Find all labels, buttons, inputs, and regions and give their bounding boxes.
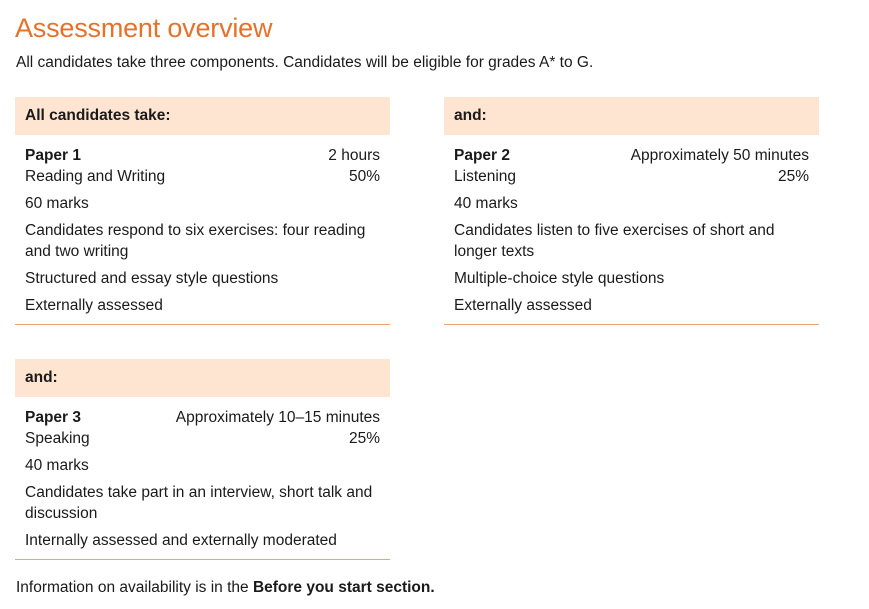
paper-style: Multiple-choice style questions bbox=[454, 270, 665, 287]
paper-skill: Reading and Writing bbox=[25, 168, 166, 185]
paper-weight: 25% bbox=[777, 168, 809, 185]
panel-header: and: bbox=[15, 359, 390, 397]
paper-description: Candidates take part in an interview, short talk and discussion bbox=[25, 484, 373, 522]
intro-text: All candidates take three components. Candidates will be eligible for grades A* to G. bbox=[16, 54, 594, 71]
paper-duration: Approximately 50 minutes bbox=[630, 147, 809, 164]
panel-body bbox=[15, 135, 390, 316]
footer-emphasis: Before you start section. bbox=[252, 579, 435, 596]
panel-body bbox=[444, 135, 819, 316]
paper-weight: 25% bbox=[348, 430, 380, 447]
paper-assessment: Externally assessed bbox=[25, 297, 163, 314]
panel-body bbox=[15, 397, 390, 551]
paper-marks: 60 marks bbox=[25, 195, 89, 212]
paper-title: Paper 1 bbox=[25, 147, 82, 164]
paper-weight: 50% bbox=[348, 168, 380, 185]
paper-assessment: Externally assessed bbox=[454, 297, 592, 314]
page-title: Assessment overview bbox=[15, 13, 273, 43]
paper-style: Structured and essay style questions bbox=[25, 270, 279, 287]
paper-title: Paper 2 bbox=[454, 147, 511, 164]
footer-prefix: Information on availability is in the bbox=[16, 579, 253, 596]
paper-marks: 40 marks bbox=[454, 195, 518, 212]
paper-skill: Speaking bbox=[25, 430, 90, 447]
panel-header: All candidates take: bbox=[15, 97, 390, 135]
paper-3-panel bbox=[15, 359, 390, 560]
footer-note bbox=[16, 579, 435, 597]
paper-marks: 40 marks bbox=[25, 457, 89, 474]
paper-2-panel bbox=[444, 97, 819, 325]
paper-duration: 2 hours bbox=[328, 147, 380, 164]
panel-header: and: bbox=[444, 97, 819, 135]
paper-description: Candidates listen to five exercises of short and longer texts bbox=[454, 222, 775, 260]
paper-skill: Listening bbox=[454, 168, 517, 185]
paper-title: Paper 3 bbox=[25, 409, 82, 426]
paper-duration: Approximately 10–15 minutes bbox=[175, 409, 380, 426]
paper-1-panel bbox=[15, 97, 390, 325]
paper-description: Candidates respond to six exercises: four reading and two writing bbox=[25, 222, 366, 260]
paper-assessment: Internally assessed and externally moderated bbox=[25, 532, 337, 549]
